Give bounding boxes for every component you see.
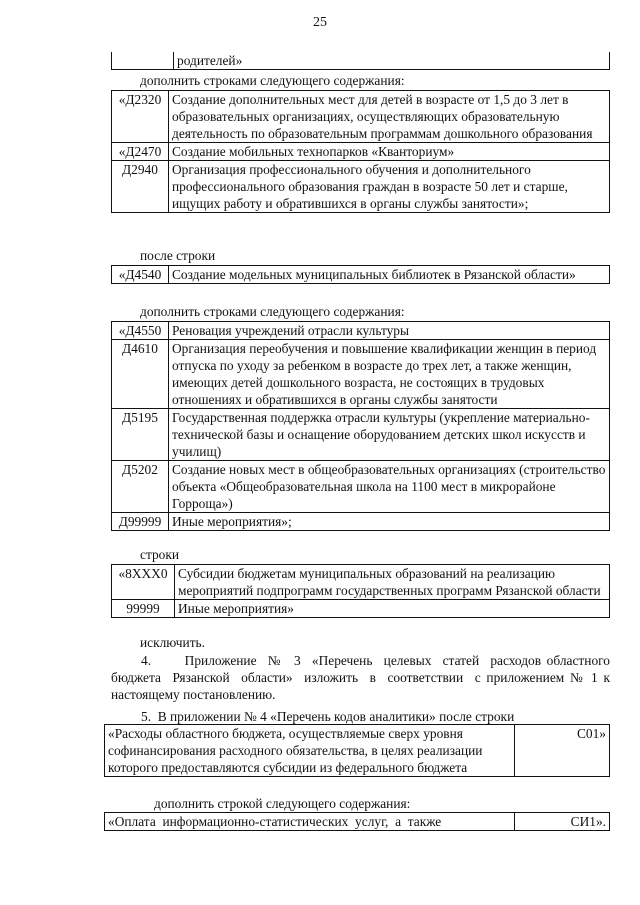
row-text: Создание новых мест в общеобразовательных организациях (строительство объекта «Общеобразовательная школа на 1100 мест в микрорайоне Горроща») bbox=[169, 461, 610, 513]
table-row bbox=[112, 461, 610, 513]
row-code: Д5195 bbox=[112, 409, 169, 461]
row-text: Организация переобучения и повышение квалификации женщин в период отпуска по уходу за ребенком в возрасте до трех лет, а также женщин, имеющих детей дошкольного возраста, не состоящих в трудовых отношениях и обратившихся в органы службы занятости bbox=[169, 340, 610, 409]
row-text: Государственная поддержка отрасли культуры (укрепление материально-технической базы и оснащение оборудованием детских школ искусств и училищ) bbox=[169, 409, 610, 461]
intro-line-1: дополнить строками следующего содержания: bbox=[140, 73, 405, 88]
row-code: «Д4540 bbox=[112, 266, 169, 284]
row-text: «Расходы областного бюджета, осуществляемые сверх уровня софинансирования расходного обязательства, в целях реализации которого предоставляются субсидии из федерального бюджета bbox=[105, 725, 515, 777]
codes-table-2 bbox=[111, 265, 610, 284]
row-code: СИ1». bbox=[515, 813, 610, 831]
intro-line-3: дополнить строкой следующего содержания: bbox=[154, 796, 411, 811]
codes-table-5 bbox=[104, 724, 610, 777]
row-text: Создание модельных муниципальных библиотек в Рязанской области» bbox=[169, 266, 610, 284]
rows-label: строки bbox=[140, 547, 180, 562]
row-code: «Д2320 bbox=[112, 91, 169, 143]
codes-table-6 bbox=[104, 812, 610, 831]
codes-table-1 bbox=[111, 90, 610, 213]
row-code: «Д4550 bbox=[112, 322, 169, 340]
row-text: Организация профессионального обучения и дополнительного профессионального образования граждан в возрасте 50 лет и старше, ищущих работу и обратившихся в органы службы занятости»; bbox=[169, 161, 610, 213]
row-code: Д2940 bbox=[112, 161, 169, 213]
top-row-table bbox=[111, 52, 610, 70]
row-code: «8ХХХ0 bbox=[112, 565, 175, 600]
table-row bbox=[112, 161, 610, 213]
table-row bbox=[112, 340, 610, 409]
row-code: 99999 bbox=[112, 600, 175, 618]
row-text: Иные мероприятия»; bbox=[169, 513, 610, 531]
row-text: Реновация учреждений отрасли культуры bbox=[169, 322, 610, 340]
table-row bbox=[112, 565, 610, 600]
table-row bbox=[112, 266, 610, 284]
paragraph-4: 4. Приложение № 3 «Перечень целевых статей расходов областного бюджета Рязанской области» изложить в соответствии с приложением № 1 к настоящему постановлению. bbox=[111, 653, 617, 702]
intro-line-2: дополнить строками следующего содержания: bbox=[140, 304, 405, 319]
table-row bbox=[112, 600, 610, 618]
table-row bbox=[112, 52, 610, 70]
top-row-text: родителей» bbox=[174, 52, 610, 70]
table-row bbox=[112, 322, 610, 340]
table-row bbox=[105, 725, 610, 777]
table-row bbox=[112, 409, 610, 461]
row-code: Д4610 bbox=[112, 340, 169, 409]
table-row bbox=[112, 143, 610, 161]
row-text: Создание дополнительных мест для детей в возрасте от 1,5 до 3 лет в образовательных организациях, осуществляющих образовательную деятельность по образовательным программам дошкольного образования bbox=[169, 91, 610, 143]
table-row bbox=[112, 513, 610, 531]
row-code: С01» bbox=[515, 725, 610, 777]
page-number: 25 bbox=[313, 15, 327, 30]
table-row bbox=[105, 813, 610, 831]
row-text: Создание мобильных технопарков «Кванториум» bbox=[169, 143, 610, 161]
after-row-label: после строки bbox=[140, 248, 216, 263]
paragraph-5: 5. В приложении № 4 «Перечень кодов аналитики» после строки bbox=[141, 709, 515, 724]
row-text: Иные мероприятия» bbox=[175, 600, 610, 618]
table-row bbox=[112, 91, 610, 143]
codes-table-4 bbox=[111, 564, 610, 618]
row-code: «Д2470 bbox=[112, 143, 169, 161]
codes-table-3 bbox=[111, 321, 610, 531]
row-text: «Оплата информационно-статистических услуг, а также bbox=[105, 813, 515, 831]
row-code: Д99999 bbox=[112, 513, 169, 531]
exclude-line: исключить. bbox=[140, 635, 205, 650]
row-code: Д5202 bbox=[112, 461, 169, 513]
row-text: Субсидии бюджетам муниципальных образований на реализацию мероприятий подпрограмм государственных программ Рязанской области bbox=[175, 565, 610, 600]
